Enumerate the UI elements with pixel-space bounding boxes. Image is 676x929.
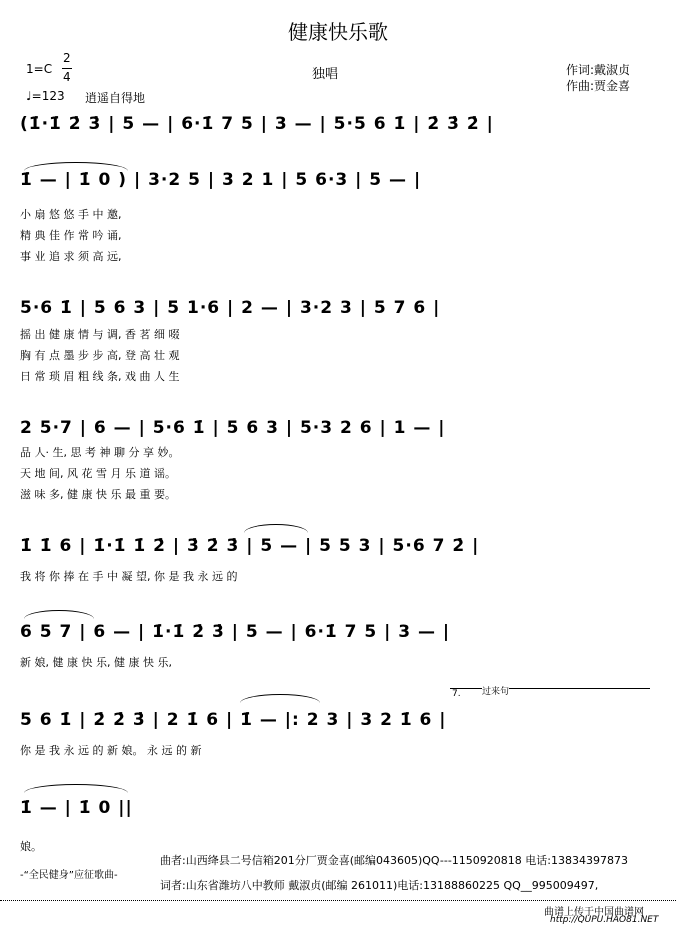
lyric-line-1: 我 将 你 捧 在 手 中 凝 望, 你 是 我 永 远 的 xyxy=(20,570,238,583)
composer-credit: 作曲:贾金喜 xyxy=(566,79,631,93)
score-system-1 xyxy=(0,114,676,144)
upload-note: 曲谱上传于中国曲谱网 xyxy=(544,907,644,918)
volta-bracket xyxy=(450,688,650,689)
lyric-line-1: 娘。 xyxy=(20,840,42,853)
lyricist-contact: 词者:山东省潍坊八中教师 戴淑贞(邮编 261011)电话:13188860225 QQ__995009497, xyxy=(160,879,599,892)
footer-divider xyxy=(0,900,676,901)
time-signature-top: 2 xyxy=(63,51,71,65)
notation-line: 1̇ 1̇ 6 | 1̇·1̇ 1̇ 2̇ | 3̇ 2̇ 3̇ | 5 — | 5 5 3 | 5·6 7 2̇ | xyxy=(20,536,480,556)
lyric-line-2: 胸 有 点 墨 步 步 高, 登 高 壮 观 xyxy=(20,349,180,362)
notation-line: (1̇·1̇ 2̇ 3̇ | 5 — | 6·1̇ 7 5 | 3 — | 5·5 6 1̇ | 2̇ 3̇ 2̇ | xyxy=(20,114,494,134)
tie-arc xyxy=(24,610,94,619)
time-signature-bottom: 4 xyxy=(63,70,71,84)
site-url: http://QUPU.HAO81.NET xyxy=(550,915,659,925)
lyric-line-1: 品 人· 生, 思 考 神 聊 分 享 妙。 xyxy=(20,446,180,459)
notation-line: 1̇ — | 1̇ 0 || xyxy=(20,798,133,818)
notation-line: 1̇ — | 1̇ 0 ) | 3·2 5 | 3 2 1 | 5 6·3 | 5 — | xyxy=(20,170,422,190)
score-system-6 xyxy=(0,622,676,678)
score-system-3 xyxy=(0,298,676,390)
song-title: 健康快乐歌 xyxy=(288,20,388,44)
composer-contact: 曲者:山西绛县二号信箱201分厂贾金喜(邮编043605)QQ---1150920818 电话:13834397873 xyxy=(160,854,628,867)
key-signature: 1=C xyxy=(26,62,53,76)
lyric-line-3: 日 常 琐 眉 粗 线 条, 戏 曲 人 生 xyxy=(20,370,180,383)
notation-line: 5 6 1̇ | 2̇ 2̇ 3̇ | 2 1̇ 6 | 1̇ — |: 2 3 | 3 2 1̇ 6 | xyxy=(20,710,447,730)
score-system-7 xyxy=(0,687,676,766)
notation-line: 6 5 7 | 6 — | 1̇·1̇ 2̇ 3̇ | 5 — | 6·1̇ 7 5 | 3 — | xyxy=(20,622,451,642)
lyric-line-1: 摇 出 健 康 情 与 调, 香 茗 细 啜 xyxy=(20,328,180,341)
notation-line: 5·6 1̇ | 5 6 3 | 5 1·6 | 2 — | 3·2 3 | 5 7 6 | xyxy=(20,298,441,318)
mood-marking: 逍遥自得地 xyxy=(85,91,146,105)
notation-line: 2 5·7 | 6 — | 5·6 1̇ | 5 6 3 | 5·3 2 6 | 1 — | xyxy=(20,418,446,438)
performance-type: 独唱 xyxy=(312,67,339,82)
score-system-2 xyxy=(0,170,676,262)
score-system-5 xyxy=(0,536,676,592)
tie-arc xyxy=(240,694,320,703)
lyricist-credit: 作词:戴淑贞 xyxy=(566,63,631,77)
lyric-line-1: 你 是 我 永 远 的 新 娘。 永 远 的 新 xyxy=(20,744,202,757)
score-system-4 xyxy=(0,418,676,510)
time-signature-divider xyxy=(62,68,72,69)
score-system-8 xyxy=(0,798,676,853)
tie-arc xyxy=(244,524,308,533)
campaign-note: -“全民健身”应征歌曲- xyxy=(20,870,118,881)
lyric-line-3: 事 业 追 求 须 高 远, xyxy=(20,250,122,263)
tie-arc xyxy=(24,784,128,793)
lyric-line-1: 新 娘, 健 康 快 乐, 健 康 快 乐, xyxy=(20,656,172,669)
tempo-marking: ♩=123 xyxy=(26,89,65,103)
lyric-line-2: 天 地 间, 风 花 雪 月 乐 道 谣。 xyxy=(20,467,176,480)
lyric-line-3: 滋 味 多, 健 康 快 乐 最 重 要。 xyxy=(20,488,176,501)
lyric-line-1: 小 扇 悠 悠 手 中 邀, xyxy=(20,208,122,221)
volta-number: 7. xyxy=(452,689,461,699)
volta-label: 过来句 xyxy=(482,684,509,697)
lyric-line-2: 精 典 佳 作 常 吟 诵, xyxy=(20,229,122,242)
